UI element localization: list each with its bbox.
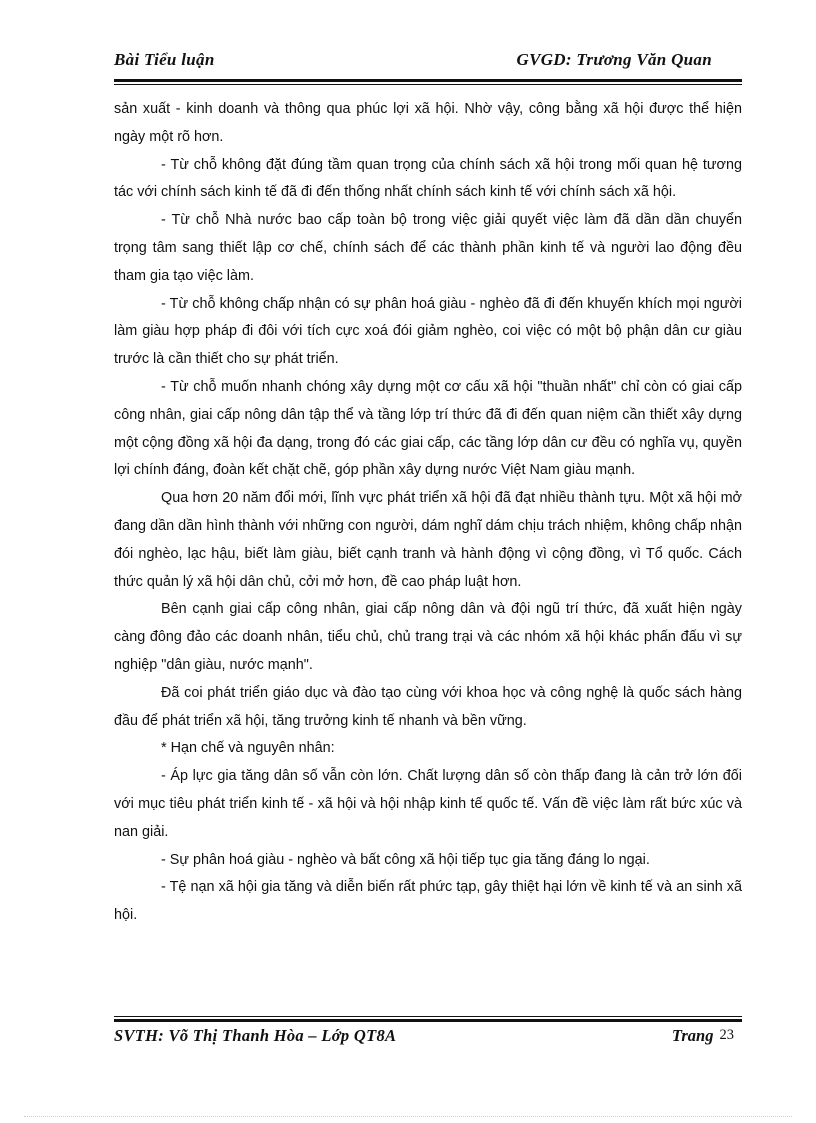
page-edge-divider (24, 1116, 792, 1118)
paragraph: - Áp lực gia tăng dân số vẫn còn lớn. Chất lượng dân số còn thấp đang là cản trở lớn đối với mục tiêu phát triển kinh tế - xã hội và hội nhập kinh tế quốc tế. Vấn đề việc làm rất bức xúc và nan giải. (114, 768, 742, 840)
paragraph: - Từ chỗ muốn nhanh chóng xây dựng một cơ cấu xã hội "thuần nhất" chỉ còn có giai cấp công nhân, giai cấp nông dân tập thể và tầng lớp trí thức đã đi đến quan niệm cần thiết xây dựng một cộng đồng xã hội đa dạng, trong đó các giai cấp, các tầng lớp dân cư đều có nghĩa vụ, quyền lợi chính đáng, đoàn kết chặt chẽ, góp phần xây dựng nước Việt Nam giàu mạnh. (114, 378, 742, 479)
section-heading: * Hạn chế và nguyên nhân: (161, 740, 335, 757)
paragraph: Qua hơn 20 năm đổi mới, lĩnh vực phát triển xã hội đã đạt nhiều thành tựu. Một xã hội mở đang dần dần hình thành với những con người, dám nghĩ dám chịu trách nhiệm, không chấp nhận đói nghèo, lạc hậu, biết làm giàu, biết cạnh tranh và hành động vì cộng đồng, vì Tổ quốc. Cách thức quản lý xã hội dân chủ, cởi mở hơn, đề cao pháp luật hơn. (114, 490, 742, 590)
page-number: 23 (719, 1027, 734, 1043)
paragraph: - Từ chỗ không chấp nhận có sự phân hoá giàu - nghèo đã đi đến khuyến khích mọi người làm giàu hợp pháp đi đôi với tích cực xoá đói giảm nghèo, coi việc có một bộ phận dân cư giàu trước là cần thiết cho sự phát triển. (114, 295, 742, 368)
paragraph: - Sự phân hoá giàu - nghèo và bất công xã hội tiếp tục gia tăng đáng lo ngại. (161, 851, 650, 868)
header-instructor: GVGD: Trương Văn Quan (516, 50, 712, 69)
paragraph: - Tệ nạn xã hội gia tăng và diễn biến rất phức tạp, gây thiệt hại lớn về kinh tế và an sinh xã hội. (114, 879, 742, 924)
paragraph: Bên cạnh giai cấp công nhân, giai cấp nông dân và đội ngũ trí thức, đã xuất hiện ngày càng đông đảo các doanh nhân, tiểu chủ, chủ trang trại và các nhóm xã hội khác phấn đấu vì sự nghiệp "dân giàu, nước mạnh". (114, 601, 742, 673)
paragraph: sản xuất - kinh doanh và thông qua phúc lợi xã hội. Nhờ vậy, công bằng xã hội được thể hiện ngày một rõ hơn. (114, 101, 742, 145)
header-rule-thin (114, 84, 742, 85)
page-footer (114, 1026, 742, 1052)
footer-rule-thick (114, 1019, 742, 1022)
paragraph: - Từ chỗ không đặt đúng tầm quan trọng của chính sách xã hội trong mối quan hệ tương tác với chính sách kinh tế đã đi đến thống nhất chính sách kinh tế với chính sách xã hội. (114, 156, 742, 201)
header-rule-thick (114, 79, 742, 82)
page-indicator (672, 1026, 734, 1046)
footer-rule-thin (114, 1016, 742, 1017)
page-header (114, 50, 742, 76)
header-title: Bài Tiểu luận (114, 50, 215, 69)
paragraph: - Từ chỗ Nhà nước bao cấp toàn bộ trong việc giải quyết việc làm đã dần dần chuyển trọng tâm sang thiết lập cơ chế, chính sách để các thành phần kinh tế và người lao động đều tham gia tạo việc làm. (114, 212, 742, 284)
page-label: Trang (671, 1026, 714, 1045)
paragraph: Đã coi phát triển giáo dục và đào tạo cùng với khoa học và công nghệ là quốc sách hàng đầu để phát triển xã hội, tăng trưởng kinh tế nhanh và bền vững. (114, 684, 742, 729)
footer-author: SVTH: Võ Thị Thanh Hòa – Lớp QT8A (114, 1026, 397, 1045)
document-body (114, 96, 742, 930)
